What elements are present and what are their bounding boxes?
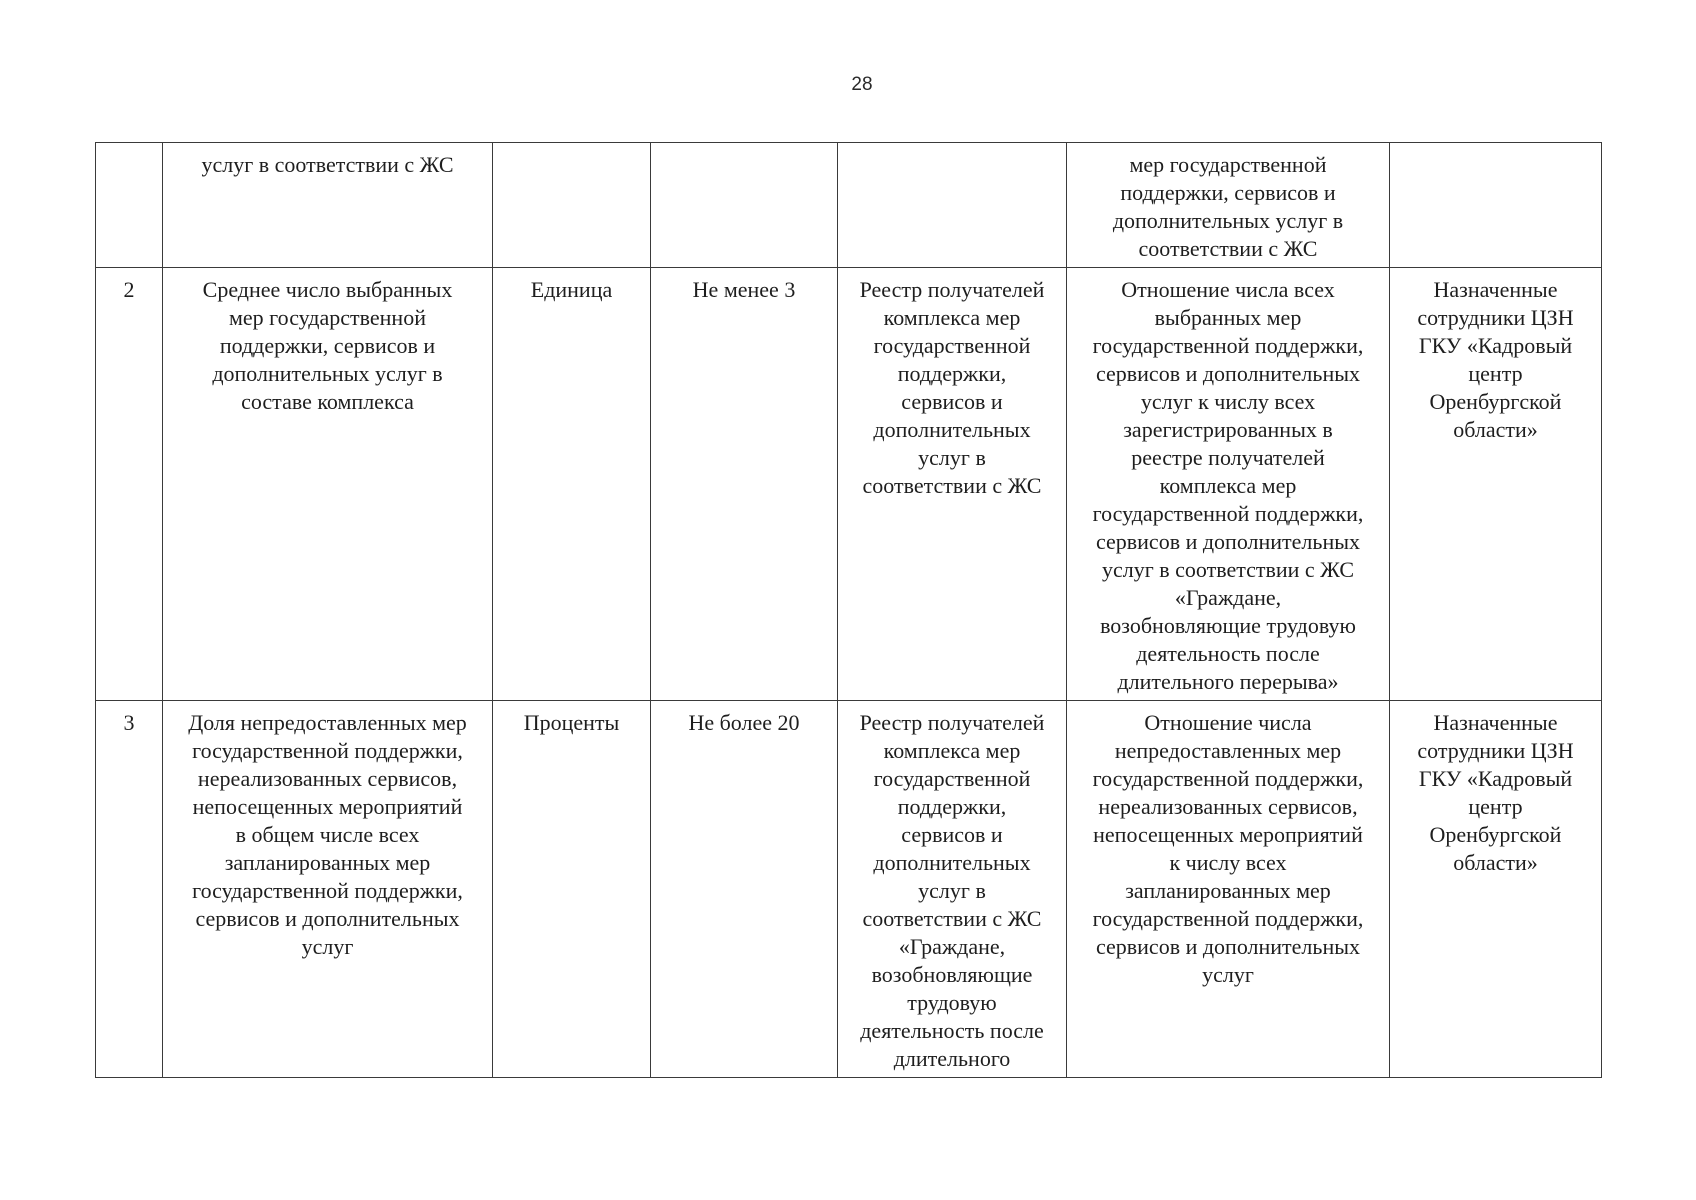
data-source-cell: Реестр получателей комплекса мер государственной поддержки, сервисов и дополнительных услуг в соответствии с ЖС «Граждане, возобновляющие трудовую деятельность после длительного xyxy=(838,701,1067,1078)
unit-cell xyxy=(493,143,651,268)
table-row-continuation xyxy=(96,143,1602,268)
responsible-cell: Назначенные сотрудники ЦЗН ГКУ «Кадровый центр Оренбургской области» xyxy=(1390,268,1602,701)
table-row xyxy=(96,268,1602,701)
indicators-table xyxy=(95,142,1602,1078)
table-row xyxy=(96,701,1602,1078)
page-number: 28 xyxy=(851,74,873,95)
row-number-cell: 3 xyxy=(96,701,163,1078)
calculation-method-cell: мер государственной поддержки, сервисов и дополнительных услуг в соответствии с ЖС xyxy=(1067,143,1390,268)
row-number-cell: 2 xyxy=(96,268,163,701)
target-value-cell: Не менее 3 xyxy=(651,268,838,701)
data-source-cell: Реестр получателей комплекса мер государственной поддержки, сервисов и дополнительных услуг в соответствии с ЖС xyxy=(838,268,1067,701)
target-value-cell xyxy=(651,143,838,268)
indicator-cell: услуг в соответствии с ЖС xyxy=(163,143,493,268)
data-source-cell xyxy=(838,143,1067,268)
indicator-cell: Доля непредоставленных мер государственной поддержки, нереализованных сервисов, непосещенных мероприятий в общем числе всех запланированных мер государственной поддержки, сервисов и дополнительных услуг xyxy=(163,701,493,1078)
responsible-cell: Назначенные сотрудники ЦЗН ГКУ «Кадровый центр Оренбургской области» xyxy=(1390,701,1602,1078)
calculation-method-cell: Отношение числа непредоставленных мер государственной поддержки, нереализованных сервисов, непосещенных мероприятий к числу всех запланированных мер государственной поддержки, сервисов и дополнительных услуг xyxy=(1067,701,1390,1078)
calculation-method-cell: Отношение числа всех выбранных мер государственной поддержки, сервисов и дополнительных услуг к числу всех зарегистрированных в реестре получателей комплекса мер государственной поддержки, сервисов и дополнительных услуг в соответствии с ЖС «Граждане, возобновляющие трудовую деятельность после длительного перерыва» xyxy=(1067,268,1390,701)
unit-cell: Проценты xyxy=(493,701,651,1078)
responsible-cell xyxy=(1390,143,1602,268)
target-value-cell: Не более 20 xyxy=(651,701,838,1078)
unit-cell: Единица xyxy=(493,268,651,701)
indicator-cell: Среднее число выбранных мер государственной поддержки, сервисов и дополнительных услуг в составе комплекса xyxy=(163,268,493,701)
row-number-cell xyxy=(96,143,163,268)
